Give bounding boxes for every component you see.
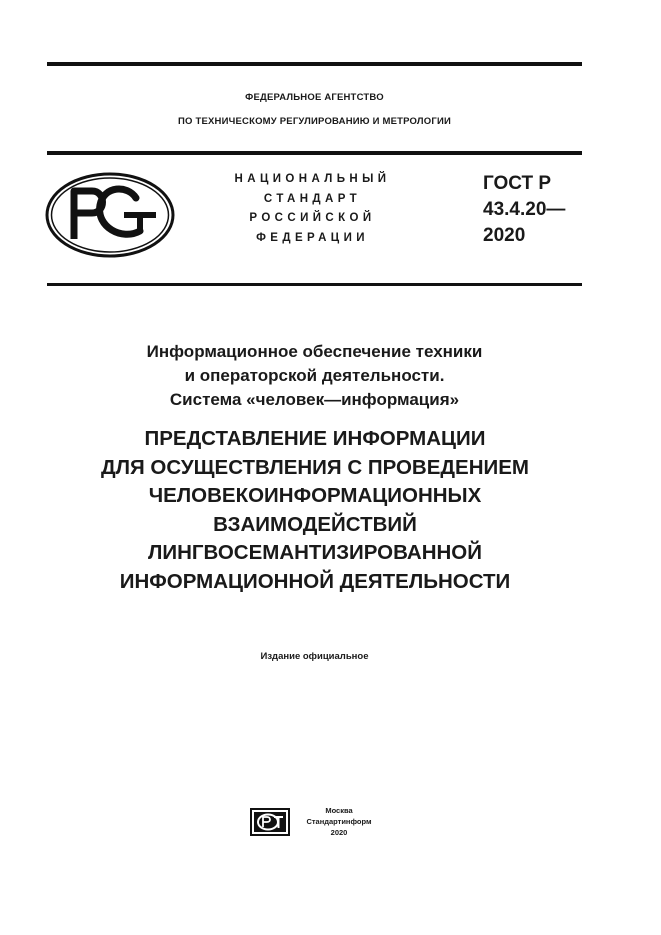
edition-label: Издание официальное	[260, 651, 369, 662]
document-title	[30, 425, 600, 596]
subtitle-line: Информационное обеспечение техники	[146, 342, 483, 361]
title-line: ДЛЯ ОСУЩЕСТВЛЕНИЯ С ПРОВЕДЕНИЕМ	[101, 455, 529, 479]
subtitle-line: Система «человек—информация»	[169, 390, 460, 409]
publisher-imprint	[294, 805, 384, 838]
standard-designation	[483, 171, 565, 249]
national-standard-label	[205, 170, 420, 248]
publisher-name: Стандартинформ	[306, 817, 372, 826]
title-line: ВЗАИМОДЕЙСТВИЙ	[213, 512, 417, 536]
designation-line: ГОСТ Р	[483, 173, 552, 194]
subtitle-line: и операторской деятельности.	[184, 366, 445, 385]
publisher-city: Москва	[325, 806, 353, 815]
designation-line: 2020	[483, 225, 526, 246]
rst-certification-logo-icon	[44, 171, 176, 259]
national-standard-line: ФЕДЕРАЦИИ	[256, 231, 369, 244]
document-subtitle	[47, 340, 582, 412]
agency-line-2: ПО ТЕХНИЧЕСКОМУ РЕГУЛИРОВАНИЮ И МЕТРОЛОГИИ	[178, 116, 451, 127]
top-rule	[47, 62, 582, 66]
agency-line-1: ФЕДЕРАЛЬНОЕ АГЕНТСТВО	[245, 92, 384, 103]
title-line: ИНФОРМАЦИОННОЙ ДЕЯТЕЛЬНОСТИ	[119, 569, 511, 593]
national-standard-line: НАЦИОНАЛЬНЫЙ	[234, 173, 391, 185]
national-standard-line: РОССИЙСКОЙ	[249, 212, 376, 224]
title-line: ЛИНГВОСЕМАНТИЗИРОВАННОЙ	[147, 541, 482, 564]
national-standard-line: СТАНДАРТ	[263, 192, 362, 205]
title-line: ПРЕДСТАВЛЕНИЕ ИНФОРМАЦИИ	[144, 427, 486, 450]
title-line: ЧЕЛОВЕКОИНФОРМАЦИОННЫХ	[148, 484, 482, 507]
publisher-year: 2020	[330, 828, 348, 837]
title-block-rule	[47, 283, 582, 286]
standartinform-logo-icon	[250, 808, 290, 836]
header-rule	[47, 151, 582, 155]
designation-line: 43.4.20—	[483, 199, 566, 220]
